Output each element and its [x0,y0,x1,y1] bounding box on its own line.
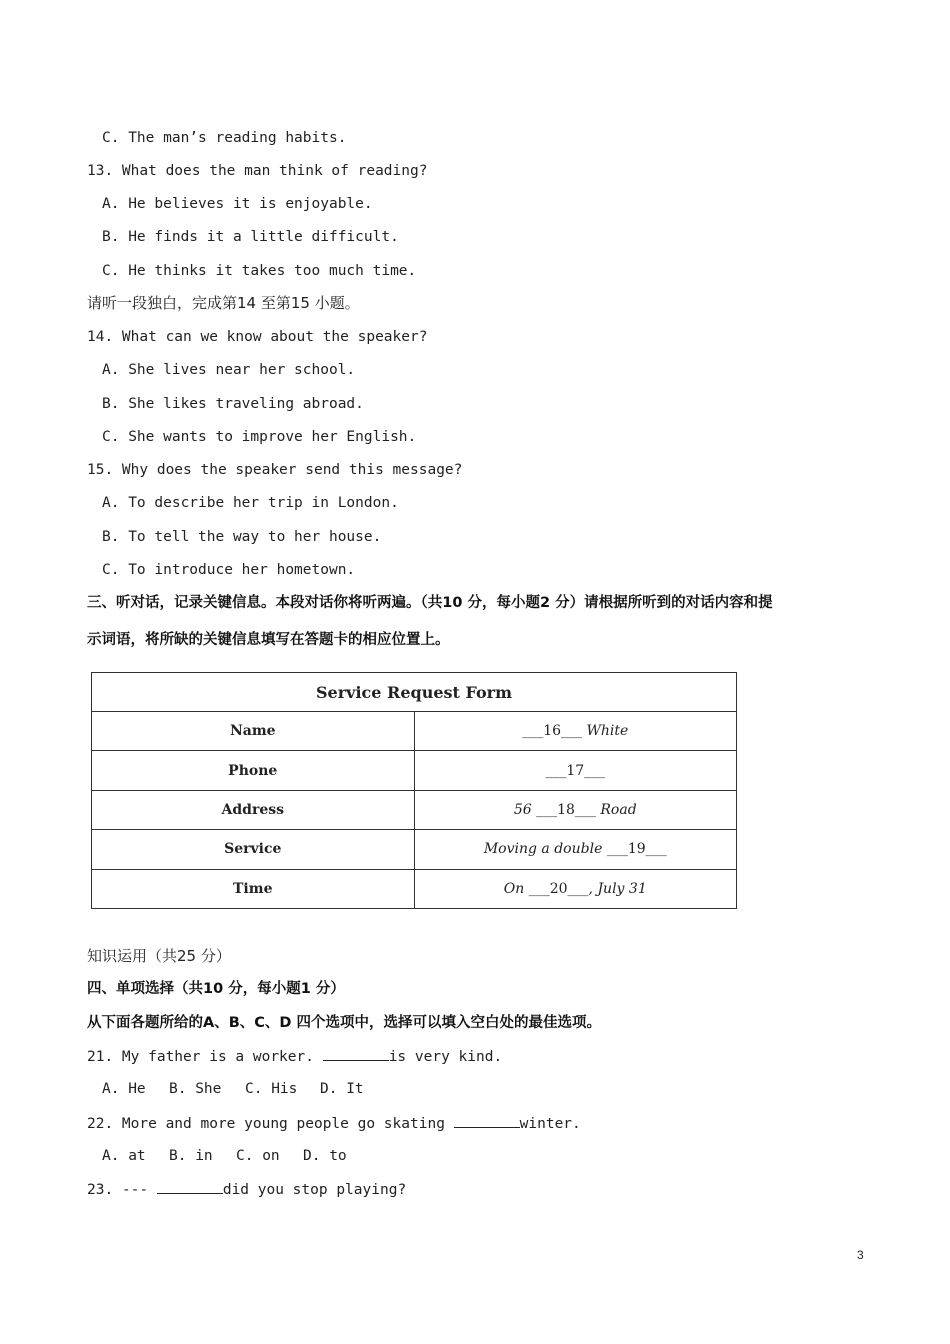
form-label: Name [92,712,415,751]
q12-option-c: C. The man’s reading habits. [102,130,347,146]
form-label: Address [92,790,415,829]
q21-stem [87,1046,502,1067]
form-row-service [92,830,737,869]
form-row-phone [92,751,737,790]
q23-stem-pre: 23. --- [87,1182,157,1198]
form-value-post: White [582,723,629,740]
q22-stem-pre: 22. More and more young people go skating [87,1116,454,1132]
form-label: Time [92,869,415,908]
q13-option-b: B. He finds it a little difficult. [102,229,399,245]
form-blank-16[interactable]: ___16___ [522,723,583,740]
monologue-intro: 请听一段独白，完成第14 至第15 小题。 [87,294,360,312]
section4-heading: 四、单项选择（共10 分，每小题1 分） [87,981,345,997]
form-value-post: Road [595,801,637,818]
form-blank-20[interactable]: ___20___ [528,880,589,897]
q21-blank[interactable] [323,1046,389,1061]
section3-instruction-line1: 三、听对话，记录关键信息。本段对话你将听两遍。（共10 分，每小题2 分）请根据所听到的对话内容和提 [87,595,773,611]
q22-option-d: D. to [303,1148,347,1164]
form-blank-18[interactable]: ___18___ [536,801,596,818]
form-value-pre: On [503,880,529,897]
knowledge-heading: 知识运用（共25 分） [87,947,231,965]
q22-blank[interactable] [454,1113,520,1128]
q15-option-a: A. To describe her trip in London. [102,495,399,511]
q21-option-c: C. His [245,1081,298,1097]
q22-option-a: A. at [102,1148,146,1164]
q22-option-c: C. on [236,1148,280,1164]
q21-option-a: A. He [102,1081,146,1097]
q21-stem-post: is very kind. [388,1049,503,1065]
q14-option-c: C. She wants to improve her English. [102,429,417,445]
q23-stem [87,1179,406,1200]
form-value [414,869,737,908]
q21-option-b: B. She [169,1081,222,1097]
form-row-name [92,712,737,751]
form-row-address [92,790,737,829]
q21-stem-pre: 21. My father is a worker. [87,1049,323,1065]
q13-stem: 13. What does the man think of reading? [87,163,428,179]
form-label: Service [92,830,415,869]
form-value [414,751,737,790]
q14-option-a: A. She lives near her school. [102,362,356,378]
form-value-pre: Moving a double [483,841,607,858]
q15-stem: 15. Why does the speaker send this message? [87,462,463,478]
form-value [414,790,737,829]
section3-instruction-line2: 示词语，将所缺的关键信息填写在答题卡的相应位置上。 [87,632,450,648]
q23-blank[interactable] [157,1179,223,1194]
form-blank-19[interactable]: ___19___ [606,841,667,858]
q15-option-b: B. To tell the way to her house. [102,529,382,545]
q13-option-a: A. He believes it is enjoyable. [102,196,373,212]
q23-stem-post: did you stop playing? [222,1182,407,1198]
section4-instruction: 从下面各题所给的A、B、C、D 四个选项中，选择可以填入空白处的最佳选项。 [87,1015,601,1031]
q22-stem [87,1113,581,1134]
q13-option-c: C. He thinks it takes too much time. [102,263,417,279]
form-value-post: , July 31 [588,880,647,897]
service-request-form [91,672,737,909]
q21-option-d: D. It [320,1081,364,1097]
form-value [414,712,737,751]
form-value-pre: 56 [513,801,537,818]
form-title: Service Request Form [92,673,737,712]
q22-option-b: B. in [169,1148,213,1164]
q15-option-c: C. To introduce her hometown. [102,562,356,578]
q14-option-b: B. She likes traveling abroad. [102,396,364,412]
q22-stem-post: winter. [519,1116,581,1132]
q14-stem: 14. What can we know about the speaker? [87,329,428,345]
page-number: 3 [857,1248,864,1262]
form-label: Phone [92,751,415,790]
form-value [414,830,737,869]
form-blank-17[interactable]: ___17___ [545,762,606,779]
form-row-time [92,869,737,908]
